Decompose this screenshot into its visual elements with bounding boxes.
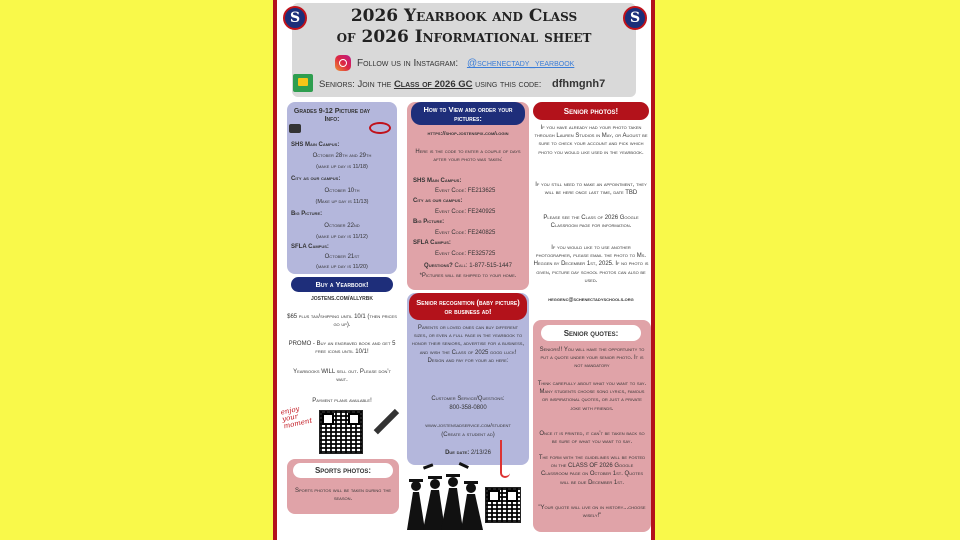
squiggle-arrow-icon xyxy=(500,440,510,478)
graduates-silhouette xyxy=(403,462,487,530)
ad-service-note: (Create a student ad) xyxy=(441,432,495,438)
buy-price: $65 plus tax/shipping until 10/1 (then prices go up). xyxy=(287,314,397,329)
classroom-suffix: using this code: xyxy=(475,79,542,90)
ad-service-url[interactable]: www.jostensadservice.com/student xyxy=(425,423,511,429)
makeup-city: (Make up day is 11/13) xyxy=(315,199,369,205)
buy-url[interactable]: jostens.com/allyrbk xyxy=(310,295,374,302)
buy-qr-code[interactable] xyxy=(319,410,363,454)
due-date-label: Due date: xyxy=(445,450,470,456)
ad-qr-code[interactable] xyxy=(485,487,521,523)
buy-payment: Payment plans available! xyxy=(312,398,372,404)
school-logo-left: S xyxy=(283,6,307,30)
code-campus-sfla: SFLA Campus: xyxy=(413,240,451,246)
picture-day-title: Grades 9-12 Picture day Info: xyxy=(293,108,371,124)
quotes-p3: Once it is printed, it can't be taken back so be sure of what you want to say. xyxy=(539,431,645,446)
questions-phone: Call: 1-877-515-1447 xyxy=(454,263,512,269)
buy-promo: PROMO - Buy an engraved book and get 5 free icons until 10/1! xyxy=(288,341,396,356)
google-classroom-icon xyxy=(293,74,313,92)
script-note: enjoy your moment xyxy=(279,404,313,431)
camera-icon xyxy=(289,124,301,133)
campus-sfla: SFLA Campus: xyxy=(291,244,329,250)
date-sfla: October 21st xyxy=(324,254,360,260)
instagram-line xyxy=(357,58,574,69)
service-label: Customer Service/Questions: xyxy=(431,396,505,402)
arrow-icon xyxy=(374,409,399,434)
event-code-shs: Event Code: FE213625 xyxy=(435,188,496,194)
makeup-sfla: (make up day is 11/20) xyxy=(316,264,368,270)
classroom-prefix: Seniors: Join the xyxy=(319,79,392,90)
due-date-value: 2/13/26 xyxy=(470,450,491,456)
makeup-big-picture: (make up day is 11/12) xyxy=(316,234,368,240)
classroom-line xyxy=(319,78,605,90)
campus-big-picture: Big Picture: xyxy=(291,211,323,217)
quotes-p1: Seniors!! You will have the opportunity to put a quote under your senior photo. It is not mandatory xyxy=(539,347,645,370)
event-code-sfla: Event Code: FE325725 xyxy=(435,251,496,257)
event-code-city: Event Code: FE240925 xyxy=(435,209,496,215)
quotes-p2: Think carefully about what you want to say. Many students choose song lyrics, famous or inspirational quotes, or just a private joke with friends. xyxy=(537,381,647,412)
code-campus-shs: SHS Main Campus: xyxy=(413,178,462,184)
code-campus-city: City as our campus: xyxy=(413,198,463,204)
service-phone: 800-358-0800 xyxy=(449,405,487,411)
teacher-email[interactable]: heggenc@schenectadyschools.org xyxy=(548,297,634,303)
date-city: October 10th xyxy=(324,188,360,194)
buy-yearbook-header: Buy a Yearbook! xyxy=(291,277,393,292)
glasses-icon xyxy=(369,122,391,134)
title-line-1: 2026 Yearbook and Class xyxy=(350,6,578,26)
date-big-picture: October 22nd xyxy=(324,223,360,229)
yearbook-flyer xyxy=(273,0,655,540)
school-logo-right: S xyxy=(623,6,647,30)
quotes-p5: "Your quote will live on in history...choose wisely!" xyxy=(538,505,646,520)
due-date-line xyxy=(407,449,529,457)
instagram-handle-link[interactable]: @schenectady_yearbook xyxy=(466,58,575,69)
title-line-2: of 2026 Informational sheet xyxy=(336,27,592,47)
quotes-p4: The form with the guidelines will be posted on the CLASS OF 2026 Google Classroom page on October 1st. Quotes will be due December 1st. xyxy=(538,455,646,486)
classroom-name: Class of 2026 GC xyxy=(393,79,473,90)
senior-photos-p4: If you would like to use another photographer, please email the photo to Ms. Heggen by December 1st, 2025. If no photo is given, picture day school photos can also be used. xyxy=(533,245,649,284)
senior-photos-p1: If you have already had your photo taken through Lauren Studios in May, or August be sure to check your account and pick which photo you would like used in the yearbook. xyxy=(534,125,648,156)
shipped-note: *Pictures will be shipped to your home. xyxy=(419,273,517,279)
view-order-intro: Here is the code to enter a couple of days after your photo was taken: xyxy=(415,149,521,164)
instagram-label: Follow us in Instagram: xyxy=(357,58,459,69)
campus-shs: SHS Main Campus: xyxy=(291,142,340,148)
sports-photos-title: Sports photos: xyxy=(293,463,393,478)
senior-photos-p3: Please see the Class of 2026 Google Classroom page for information. xyxy=(543,215,639,230)
senior-quotes-title: Senior quotes: xyxy=(541,325,641,341)
campus-city: City as our campus: xyxy=(291,176,341,182)
code-campus-big-picture: Big Picture: xyxy=(413,219,445,225)
event-code-big-picture: Event Code: FE240825 xyxy=(435,230,496,236)
instagram-icon xyxy=(335,55,351,71)
view-order-url[interactable]: https://shop.jostenspix.com/login xyxy=(427,131,509,137)
view-order-title: How to View and order your pictures: xyxy=(411,102,525,125)
buy-sellout: Yearbooks WILL sell out. Please don't wait. xyxy=(293,369,391,384)
recognition-text: Parents or loved ones can buy different sizes, or even a full page in the yearbook to honor their seniors, advertise for a business, and wish the Class of 2025 good luck! Design and pay for your ad here: xyxy=(411,325,525,364)
questions-label: Questions? xyxy=(424,263,453,269)
senior-photos-title: Senior photos! xyxy=(533,102,649,120)
senior-photos-p2: If you still need to make an appointment, they will be here once last time, date TBD xyxy=(535,182,647,197)
sports-photos-text: Sports photos will be taken during the season. xyxy=(294,488,392,503)
questions-line xyxy=(407,262,529,270)
date-shs: October 28th and 29th xyxy=(312,153,372,159)
classroom-code: dfhmgnh7 xyxy=(552,78,606,90)
makeup-shs: (make up day is 11/18) xyxy=(316,164,368,170)
recognition-title: Senior recognition (baby picture) or business ad! xyxy=(409,293,527,320)
